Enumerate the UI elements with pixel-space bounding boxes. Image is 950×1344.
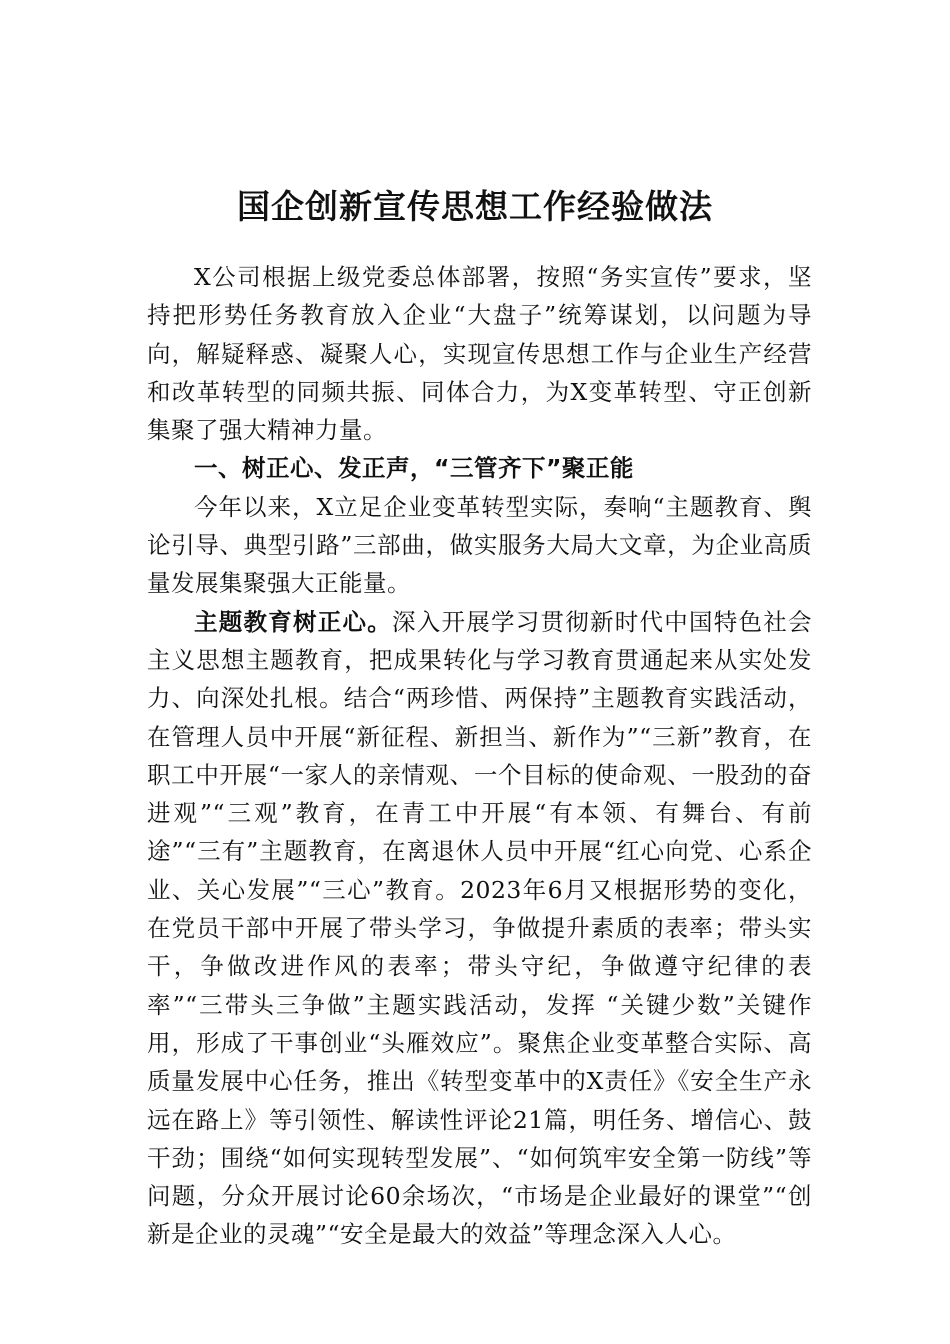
document-body — [147, 258, 812, 1254]
topic-lead-text: 主题教育树正心。 — [194, 607, 392, 636]
topic-education-paragraph — [147, 603, 812, 1254]
topic-body-text: 深入开展学习贯彻新时代中国特色社会主义思想主题教育，把成果转化与学习教育贯通起来从实处发力、向深处扎根。结合“两珍惜、两保持”主题教育实践活动，在管理人员中开展“新征程、新担当、新作为”“三新”教育，在职工中开展“一家人的亲情观、一个目标的使命观、一股劲的奋进观”“三观”教育，在青工中开展“有本领、有舞台、有前途”“三有”主题教育，在离退休人员中开展“红心向党、心系企业、关心发展”“三心”教育。2023年6月又根据形势的变化，在党员干部中开展了带头学习，争做提升素质的表率；带头实干，争做改进作风的表率；带头守纪，争做遵守纪律的表率”“三带头三争做”主题实践活动，发挥 “关键少数”关键作用，形成了干事创业“头雁效应”。聚焦企业变革整合实际、高质量发展中心任务，推出《转型变革中的X责任》《安全生产永远在路上》等引领性、解读性评论21篇，明任务、增信心、鼓干劲；围绕“如何实现转型发展”、“如何筑牢安全第一防线”等问题，分众开展讨论60余场次，“市场是企业最好的课堂”“创新是企业的灵魂”“安全是最大的效益”等理念深入人心。 — [147, 607, 812, 1249]
intro-paragraph: X公司根据上级党委总体部署，按照“务实宣传”要求，坚持把形势任务教育放入企业“大盘子”统筹谋划，以问题为导向，解疑释惑、凝聚人心，实现宣传思想工作与企业生产经营和改革转型的同频共振、同体合力，为X变革转型、守正创新集聚了强大精神力量。 — [147, 263, 812, 445]
section-summary-paragraph: 今年以来，X立足企业变革转型实际，奏响“主题教育、舆论引导、典型引路”三部曲，做实服务大局大文章，为企业高质量发展集聚强大正能量。 — [147, 492, 812, 598]
document-title: 国企创新宣传思想工作经验做法 — [237, 187, 713, 227]
section-heading: 一、树正心、发正声，“三管齐下”聚正能 — [194, 454, 634, 483]
